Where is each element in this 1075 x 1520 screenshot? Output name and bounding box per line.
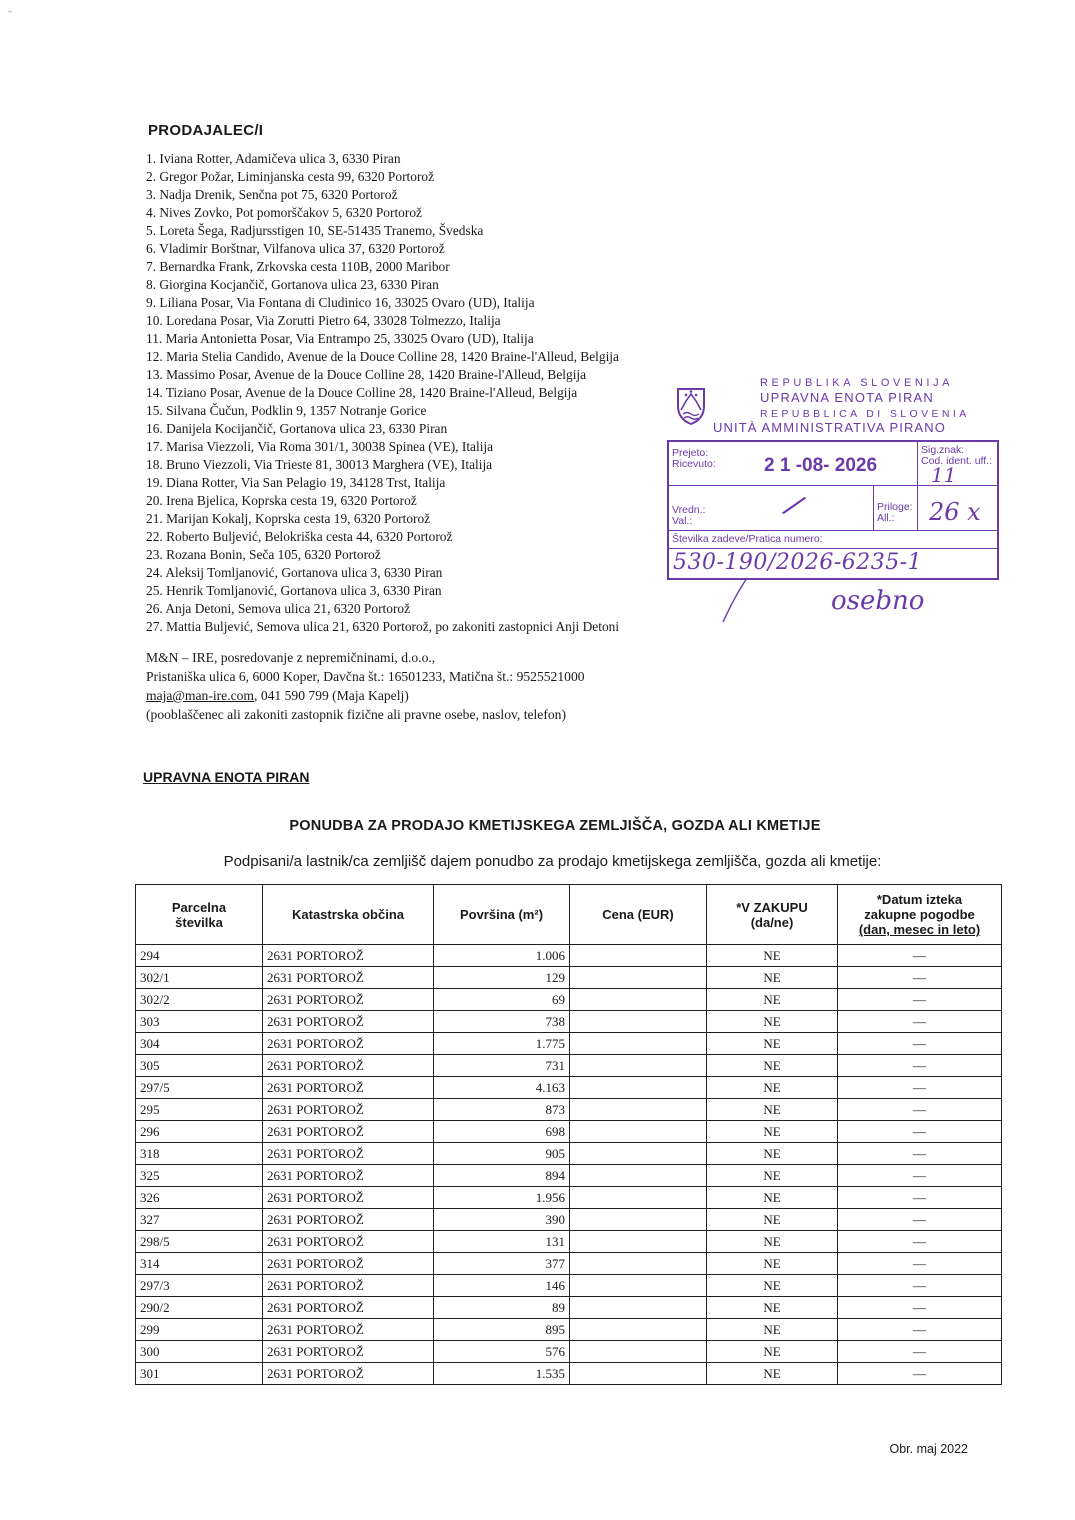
cell-parcel-number: 327 <box>136 1209 263 1231</box>
cell-cadastral: 2631 PORTOROŽ <box>263 1077 434 1099</box>
stamp-handwritten-stroke <box>713 576 753 626</box>
col-area: Površina (m²) <box>434 885 570 945</box>
cell-cadastral: 2631 PORTOROŽ <box>263 1275 434 1297</box>
stamp-box <box>667 440 999 580</box>
col-lease-expiry: *Datum izteka zakupne pogodbe (dan, mesec in leto) <box>838 885 1002 945</box>
cell-parcel-number: 302/1 <box>136 967 263 989</box>
seller-list-item: 12. Maria Stelia Candido, Avenue de la Douce Colline 28, 1420 Braine-l'Alleud, Belgija <box>146 349 619 364</box>
cell-parcel-number: 302/2 <box>136 989 263 1011</box>
stamp-code-label: Sig.znak: Cod. ident. uff.: <box>921 444 993 467</box>
table-row <box>136 945 1002 967</box>
cell-area: 576 <box>434 1341 570 1363</box>
table-row <box>136 967 1002 989</box>
table-row <box>136 1363 1002 1385</box>
agent-email-link[interactable]: maja@man-ire.com <box>146 688 255 703</box>
agent-address: Pristaniška ulica 6, 6000 Koper, Davčna št.: 16501233, Matična št.: 9525521000 <box>146 669 585 684</box>
table-row <box>136 1231 1002 1253</box>
cell-area: 146 <box>434 1275 570 1297</box>
cell-area: 89 <box>434 1297 570 1319</box>
cell-lease-expiry: — <box>838 1187 1002 1209</box>
cell-price <box>570 1187 707 1209</box>
coat-of-arms-icon <box>675 386 707 426</box>
cell-cadastral: 2631 PORTOROŽ <box>263 1011 434 1033</box>
table-row <box>136 1165 1002 1187</box>
cell-area: 698 <box>434 1121 570 1143</box>
seller-list-item: 23. Rozana Bonin, Seča 105, 6320 Portorož <box>146 547 381 562</box>
cell-price <box>570 1033 707 1055</box>
seller-list-item: 21. Marijan Kokalj, Koprska cesta 19, 6320 Portorož <box>146 511 431 526</box>
office-heading: UPRAVNA ENOTA PIRAN <box>143 769 310 785</box>
stamp-code-value: 11 <box>931 463 957 487</box>
cell-cadastral: 2631 PORTOROŽ <box>263 1297 434 1319</box>
seller-section-title: PRODAJALEC/I <box>148 122 264 139</box>
table-row <box>136 1077 1002 1099</box>
cell-lease: NE <box>707 1253 838 1275</box>
col-parcel-number: Parcelna številka <box>136 885 263 945</box>
cell-lease-expiry: — <box>838 1341 1002 1363</box>
cell-lease: NE <box>707 1055 838 1077</box>
agent-contact <box>146 686 585 705</box>
cell-lease-expiry: — <box>838 1011 1002 1033</box>
table-row <box>136 1143 1002 1165</box>
cell-parcel-number: 298/5 <box>136 1231 263 1253</box>
cell-price <box>570 1253 707 1275</box>
cell-price <box>570 1319 707 1341</box>
table-row <box>136 1319 1002 1341</box>
cell-price <box>570 1011 707 1033</box>
table-row <box>136 1297 1002 1319</box>
cell-parcel-number: 314 <box>136 1253 263 1275</box>
cell-lease-expiry: — <box>838 1143 1002 1165</box>
cell-price <box>570 1209 707 1231</box>
seller-list-item: 8. Giorgina Kocjančič, Gortanova ulica 23, 6330 Piran <box>146 277 439 292</box>
seller-list-item: 17. Marisa Viezzoli, Via Roma 301/1, 30038 Spinea (VE), Italija <box>146 439 494 454</box>
cell-area: 1.535 <box>434 1363 570 1385</box>
scan-artifact-mark: ˇ <box>8 8 12 22</box>
cell-lease: NE <box>707 1187 838 1209</box>
seller-list-item: 5. Loreta Šega, Radjursstigen 10, SE-51435 Tranemo, Švedska <box>146 223 484 238</box>
cell-price <box>570 989 707 1011</box>
cell-price <box>570 1231 707 1253</box>
cell-price <box>570 1297 707 1319</box>
seller-list-item: 18. Bruno Viezzoli, Via Trieste 81, 30013 Marghera (VE), Italija <box>146 457 493 472</box>
stamp-received-label: Prejeto: Ricevuto: <box>672 447 716 470</box>
table-row <box>136 989 1002 1011</box>
agent-note: (pooblaščenec ali zakoniti zastopnik fizične ali pravne osebe, naslov, telefon) <box>146 707 566 722</box>
seller-list-item: 24. Aleksij Tomljanović, Gortanova ulica 3, 6330 Piran <box>146 565 443 580</box>
cell-lease-expiry: — <box>838 1055 1002 1077</box>
cell-area: 390 <box>434 1209 570 1231</box>
table-row <box>136 1209 1002 1231</box>
seller-list-item: 3. Nadja Drenik, Senčna pot 75, 6320 Portorož <box>146 187 398 202</box>
cell-price <box>570 1099 707 1121</box>
cell-area: 1.006 <box>434 945 570 967</box>
cell-parcel-number: 301 <box>136 1363 263 1385</box>
seller-list-item: 19. Diana Rotter, Via San Pelagio 19, 34128 Trst, Italija <box>146 475 446 490</box>
cell-price <box>570 1275 707 1297</box>
cell-cadastral: 2631 PORTOROŽ <box>263 1055 434 1077</box>
cell-lease: NE <box>707 1297 838 1319</box>
seller-list-item: 13. Massimo Posar, Avenue de la Douce Colline 28, 1420 Braine-l'Alleud, Belgija <box>146 367 587 382</box>
table-header-row <box>136 885 1002 945</box>
cell-price <box>570 1143 707 1165</box>
cell-price <box>570 1121 707 1143</box>
cell-lease: NE <box>707 1165 838 1187</box>
table-row <box>136 1121 1002 1143</box>
cell-cadastral: 2631 PORTOROŽ <box>263 1099 434 1121</box>
seller-list-item: 20. Irena Bjelica, Koprska cesta 19, 6320 Portorož <box>146 493 417 508</box>
cell-price <box>570 1055 707 1077</box>
stamp-republic-it: REPUBBLICA DI SLOVENIA <box>760 408 970 420</box>
cell-area: 894 <box>434 1165 570 1187</box>
cell-area: 1.775 <box>434 1033 570 1055</box>
cell-lease: NE <box>707 945 838 967</box>
cell-price <box>570 1165 707 1187</box>
cell-area: 873 <box>434 1099 570 1121</box>
table-row <box>136 1187 1002 1209</box>
cell-lease-expiry: — <box>838 1121 1002 1143</box>
seller-list-item: 11. Maria Antonietta Posar, Via Entrampo 25, 33025 Ovaro (UD), Italija <box>146 331 534 346</box>
seller-list-item: 22. Roberto Buljević, Belokriška cesta 44, 6320 Portorož <box>146 529 453 544</box>
cell-parcel-number: 297/5 <box>136 1077 263 1099</box>
cell-lease: NE <box>707 1011 838 1033</box>
cell-price <box>570 1077 707 1099</box>
stamp-attachments-label: Priloge: All.: <box>877 501 913 524</box>
parcel-rows <box>136 945 1002 1385</box>
cell-area: 69 <box>434 989 570 1011</box>
cell-area: 738 <box>434 1011 570 1033</box>
cell-lease-expiry: — <box>838 989 1002 1011</box>
cell-lease: NE <box>707 1121 838 1143</box>
cell-cadastral: 2631 PORTOROŽ <box>263 1319 434 1341</box>
cell-lease-expiry: — <box>838 1253 1002 1275</box>
cell-lease-expiry: — <box>838 1033 1002 1055</box>
cell-area: 131 <box>434 1231 570 1253</box>
cell-parcel-number: 305 <box>136 1055 263 1077</box>
cell-area: 4.163 <box>434 1077 570 1099</box>
cell-area: 377 <box>434 1253 570 1275</box>
cell-parcel-number: 290/2 <box>136 1297 263 1319</box>
cell-lease: NE <box>707 1319 838 1341</box>
parcel-table <box>135 884 1002 1385</box>
cell-lease-expiry: — <box>838 945 1002 967</box>
cell-lease: NE <box>707 1231 838 1253</box>
cell-lease: NE <box>707 1341 838 1363</box>
stamp-handwritten-note: osebno <box>831 586 925 616</box>
form-title: PONUDBA ZA PRODAJO KMETIJSKEGA ZEMLJIŠČA, GOZDA ALI KMETIJE <box>289 818 821 834</box>
cell-cadastral: 2631 PORTOROŽ <box>263 1209 434 1231</box>
cell-area: 1.956 <box>434 1187 570 1209</box>
cell-parcel-number: 299 <box>136 1319 263 1341</box>
seller-list-item: 25. Henrik Tomljanović, Gortanova ulica 3, 6330 Piran <box>146 583 442 598</box>
stamp-value-mark: / <box>781 487 807 524</box>
cell-parcel-number: 304 <box>136 1033 263 1055</box>
stamp-case-number: 530-190/2026-6235-1 <box>673 550 923 575</box>
cell-lease: NE <box>707 1077 838 1099</box>
stamp-value-label: Vredn.: Val.: <box>672 504 706 527</box>
cell-cadastral: 2631 PORTOROŽ <box>263 1165 434 1187</box>
col-price: Cena (EUR) <box>570 885 707 945</box>
cell-lease: NE <box>707 1363 838 1385</box>
cell-parcel-number: 300 <box>136 1341 263 1363</box>
seller-list <box>146 150 619 636</box>
cell-cadastral: 2631 PORTOROŽ <box>263 945 434 967</box>
cell-lease-expiry: — <box>838 1077 1002 1099</box>
cell-lease: NE <box>707 1275 838 1297</box>
seller-list-item: 10. Loredana Posar, Via Zorutti Pietro 64, 33028 Tolmezzo, Italija <box>146 313 501 328</box>
seller-list-item: 7. Bernardka Frank, Zrkovska cesta 110B, 2000 Maribor <box>146 259 450 274</box>
seller-list-item: 26. Anja Detoni, Semova ulica 21, 6320 Portorož <box>146 601 411 616</box>
seller-list-item: 4. Nives Zovko, Pot pomorščakov 5, 6320 Portorož <box>146 205 422 220</box>
cell-lease-expiry: — <box>838 1099 1002 1121</box>
seller-list-item: 9. Liliana Posar, Via Fontana di Cludinico 16, 33025 Ovaro (UD), Italija <box>146 295 535 310</box>
agent-block <box>146 648 585 724</box>
seller-list-item: 6. Vladimir Borštnar, Vilfanova ulica 37, 6320 Portorož <box>146 241 445 256</box>
cell-lease: NE <box>707 1033 838 1055</box>
cell-parcel-number: 318 <box>136 1143 263 1165</box>
cell-cadastral: 2631 PORTOROŽ <box>263 1253 434 1275</box>
cell-cadastral: 2631 PORTOROŽ <box>263 1231 434 1253</box>
seller-list-item: 16. Danijela Kocijančič, Gortanova ulica 23, 6330 Piran <box>146 421 448 436</box>
cell-lease: NE <box>707 967 838 989</box>
stamp-case-label: Številka zadeve/Pratica numero: <box>672 533 823 545</box>
table-row <box>136 1011 1002 1033</box>
cell-lease: NE <box>707 1209 838 1231</box>
stamp-received-date: 2 1 -08- 2026 <box>764 455 878 476</box>
stamp-office-sl: UPRAVNA ENOTA PIRAN <box>760 390 935 405</box>
stamp-office-it: UNITÀ AMMINISTRATIVA PIRANO <box>713 420 946 435</box>
received-stamp <box>663 377 1003 620</box>
cell-lease-expiry: — <box>838 1231 1002 1253</box>
stamp-attachments-value: 26 x <box>929 498 981 526</box>
cell-lease: NE <box>707 1143 838 1165</box>
cell-lease-expiry: — <box>838 1363 1002 1385</box>
table-row <box>136 1099 1002 1121</box>
cell-cadastral: 2631 PORTOROŽ <box>263 967 434 989</box>
cell-area: 895 <box>434 1319 570 1341</box>
form-intro: Podpisani/a lastnik/ca zemljišč dajem ponudbo za prodajo kmetijskega zemljišča, gozda ali kmetije: <box>223 853 882 870</box>
cell-price <box>570 1341 707 1363</box>
cell-area: 905 <box>434 1143 570 1165</box>
cell-price <box>570 1363 707 1385</box>
seller-list-item: 27. Mattia Buljević, Semova ulica 21, 6320 Portorož, po zakoniti zastopnici Anji Detoni <box>146 619 620 634</box>
stamp-republic-sl: REPUBLIKA SLOVENIJA <box>760 377 954 389</box>
table-row <box>136 1253 1002 1275</box>
cell-lease: NE <box>707 989 838 1011</box>
agent-name: M&N – IRE, posredovanje z nepremičninami, d.o.o., <box>146 650 436 665</box>
cell-parcel-number: 326 <box>136 1187 263 1209</box>
cell-parcel-number: 295 <box>136 1099 263 1121</box>
cell-parcel-number: 325 <box>136 1165 263 1187</box>
cell-area: 731 <box>434 1055 570 1077</box>
cell-parcel-number: 296 <box>136 1121 263 1143</box>
seller-list-item: 1. Iviana Rotter, Adamičeva ulica 3, 6330 Piran <box>146 151 401 166</box>
table-row <box>136 1341 1002 1363</box>
cell-lease-expiry: — <box>838 1297 1002 1319</box>
cell-lease-expiry: — <box>838 1275 1002 1297</box>
cell-cadastral: 2631 PORTOROŽ <box>263 1363 434 1385</box>
cell-price <box>570 945 707 967</box>
seller-list-item: 2. Gregor Požar, Liminjanska cesta 99, 6320 Portorož <box>146 169 435 184</box>
cell-parcel-number: 294 <box>136 945 263 967</box>
cell-cadastral: 2631 PORTOROŽ <box>263 989 434 1011</box>
cell-cadastral: 2631 PORTOROŽ <box>263 1143 434 1165</box>
seller-list-item: 15. Silvana Čučun, Podklin 9, 1357 Notranje Gorice <box>146 403 427 418</box>
col-cadastral: Katastrska občina <box>263 885 434 945</box>
cell-lease-expiry: — <box>838 1209 1002 1231</box>
form-version-date: Obr. maj 2022 <box>889 1442 968 1456</box>
table-row <box>136 1033 1002 1055</box>
cell-cadastral: 2631 PORTOROŽ <box>263 1187 434 1209</box>
cell-parcel-number: 303 <box>136 1011 263 1033</box>
cell-cadastral: 2631 PORTOROŽ <box>263 1121 434 1143</box>
cell-lease-expiry: — <box>838 967 1002 989</box>
cell-area: 129 <box>434 967 570 989</box>
col-lease: *V ZAKUPU (da/ne) <box>707 885 838 945</box>
cell-price <box>570 967 707 989</box>
cell-lease: NE <box>707 1099 838 1121</box>
agent-phone: , 041 590 799 (Maja Kapelj) <box>254 688 409 703</box>
cell-cadastral: 2631 PORTOROŽ <box>263 1033 434 1055</box>
cell-lease-expiry: — <box>838 1165 1002 1187</box>
table-row <box>136 1055 1002 1077</box>
cell-cadastral: 2631 PORTOROŽ <box>263 1341 434 1363</box>
seller-list-item: 14. Tiziano Posar, Avenue de la Douce Colline 28, 1420 Braine-l'Alleud, Belgija <box>146 385 578 400</box>
table-row <box>136 1275 1002 1297</box>
cell-lease-expiry: — <box>838 1319 1002 1341</box>
cell-parcel-number: 297/3 <box>136 1275 263 1297</box>
